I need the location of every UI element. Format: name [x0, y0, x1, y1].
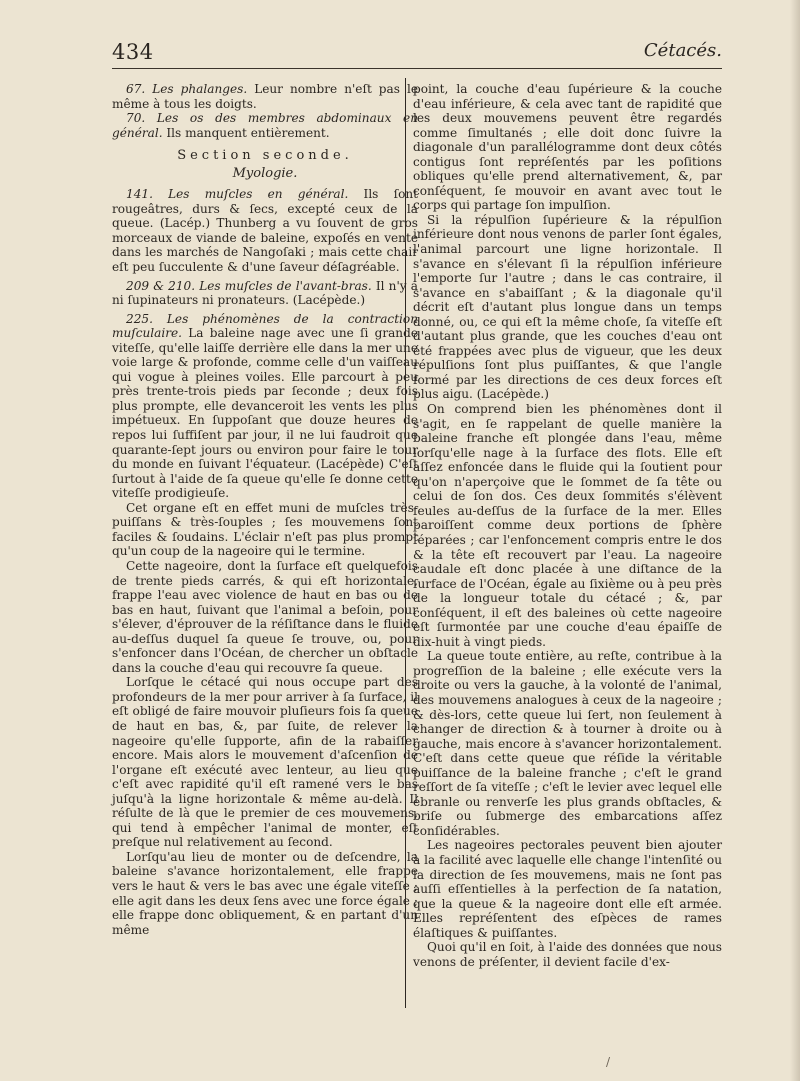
- paragraph: Lorſqu'au lieu de monter ou de deſcendre, la baleine s'avance horizontalement, elle frappe vers le haut & vers le bas avec une égale viteſſe ; elle agit dans les deux ſens avec une force égale ; elle frappe donc obliquement, & en partant d'un même: [112, 849, 418, 937]
- paragraph: point, la couche d'eau ſupérieure & la couche d'eau inférieure, & cela avec tant de rapidité que les deux mouvemens peuvent être regardés comme ſimultanés ; elle doit donc ſuivre la diagonale d'un parallélogramme dont deux côtés contigus ſont repréſentés par les poſitions obliques qu'elle prend alternativement, &, par conſéquent, ſe mouvoir en avant avec tout le corps qui partage ſon impulſion.: [413, 82, 722, 213]
- page-edge-shadow: [790, 0, 800, 1081]
- page-number: 434: [112, 40, 154, 64]
- entry-67: 67. Les phalanges. Leur nombre n'eſt pas le même à tous les doigts.: [112, 82, 418, 111]
- running-title: Cétacés.: [643, 40, 722, 61]
- paragraph: Si la répulſion ſupérieure & la répulſion inférieure dont nous venons de parler ſont égales, l'animal parcourt une ligne horizontale. Il s'avance en s'élevant ſi la répulſion inférieure l'emporte ſur l'autre ; dans le cas contraire, il s'avance en s'abaiſſant ; & la diagonale qu'il décrit eſt d'autant plus longue dans un temps donné, ou, ce qui eſt la même choſe, ſa viteſſe eſt d'autant plus grande, que les couches d'eau ont été frappées avec plus de vigueur, que les deux répulſions ſont plus puiſſantes, & que l'angle formé par les directions de ces deux forces eſt plus aigu. (Lacépède.): [413, 212, 722, 402]
- section-heading: Section seconde.: [177, 148, 353, 164]
- left-column: [112, 82, 418, 937]
- column-divider: [405, 78, 406, 1008]
- paragraph: La queue toute entière, au reſte, contribue à la progreſſion de la baleine ; elle exécute vers la droite ou vers la gauche, à la volonté de l'animal, des mouvemens analogues à ceux de la nageoire ; & dès-lors, cette queue lui ſert, non ſeulement à changer de direction & à tourner à droite ou à gauche, mais encore à s'avancer horizontalement. C'eſt dans cette queue que réſide la véritable puiſſance de la baleine franche ; c'eſt le grand reſſort de ſa viteſſe ; c'eſt le levier avec lequel elle ébranle ou renverſe les plus grands obſtacles, & briſe ou ſubmerge des embarcations aſſez conſidérables.: [413, 649, 722, 838]
- paragraph: Cette nageoire, dont la ſurface eſt quelquefois de trente pieds carrés, & qui eſt horizontale, frappe l'eau avec violence de haut en bas ou de bas en haut, ſuivant que l'animal a beſoin, pour s'élever, d'éprouver de la réſiſtance dans le fluide au-deſſus duquel ſa queue ſe trouve, ou, pour s'enfoncer dans l'Océan, de chercher un obſtacle dans la couche d'eau qui recouvre ſa queue.: [112, 558, 418, 675]
- entry-225: 225. Les phénomènes de la contraction muſculaire. La baleine nage avec une ſi grande viteſſe, qu'elle laiſſe derrière elle dans la mer une voie large & profonde, comme celle d'un vaiſſeau qui vogue à pleines voiles. Elle parcourt à peu près trente-trois pieds par ſeconde ; deux fois plus prompte, elle devanceroit les vents les plus impétueux. En ſuppoſant que douze heures de repos lui ſuffiſent par jour, il ne lui faudroit que quarante-ſept jours ou environ pour faire le tour du monde en ſuivant l'équateur. (Lacépède) C'eſt ſurtout à l'aide de ſa queue qu'elle ſe donne cette viteſſe prodigieuſe.: [112, 311, 418, 501]
- entry-141: 141. Les muſcles en général. Ils ſont rougeâtres, durs & ſecs, excepté ceux de la queue. (Lacép.) Thunberg a vu ſouvent de gros morceaux de viande de baleine, expoſés en vente dans les marchés de Nangoſaki ; mais cette chair eſt peu ſucculente & d'une ſaveur déſagréable.: [112, 187, 418, 275]
- paragraph: Les nageoires pectorales peuvent bien ajouter à la facilité avec laquelle elle change l'intenſité ou la direction de ſes mouvemens, mais ne ſont pas auſſi eſſentielles à la perfection de ſa natation, que la queue & la nageoire dont elle eſt armée. Elles repréſentent des eſpèces de rames élaſtiques & puiſſantes.: [413, 838, 722, 940]
- header-rule: [112, 68, 722, 69]
- paragraph: Lorſque le cétacé qui nous occupe part des profondeurs de la mer pour arriver à ſa ſurface, il eſt obligé de faire mouvoir pluſieurs fois ſa queue de haut en bas, &, par ſuite, de relever la nageoire qu'elle ſupporte, afin de la rabaiſſer encore. Mais alors le mouvement d'aſcenſion de l'organe eſt exécuté avec lenteur, au lieu que c'eſt avec rapidité qu'il eſt ramené vers le bas juſqu'à la ligne horizontale & même au-delà. Il réſulte de là que le premier de ces mouvemens, qui tend à empêcher l'animal de monter, eſt preſque nul relativement au ſecond.: [112, 675, 418, 850]
- paragraph: On comprend bien les phénomènes dont il s'agit, en ſe rappelant de quelle manière la baleine franche eſt plongée dans l'eau, même lorſqu'elle nage à la ſurface des flots. Elle eſt aſſez enfoncée dans le fluide qui la ſoutient pour qu'on n'aperçoive que le ſommet de ſa tête ou celui de ſon dos. Ces deux ſommités s'élèvent ſeules au-deſſus de la ſurface de la mer. Elles paroiſſent comme deux portions de ſphère ſéparées ; car l'enfoncement compris entre le dos & la tête eſt recouvert par l'eau. La nageoire caudale eſt donc placée à une diſtance de la ſurface de l'Océan, égale au ſixième ou à peu près de la longueur totale du cétacé ; &, par conſéquent, il eſt des baleines où cette nageoire eſt ſurmontée par une couche d'eau épaiſſe de dix-huit à vingt pieds.: [413, 402, 722, 649]
- section-subheading: Myologie.: [232, 165, 298, 181]
- page-header: [112, 38, 722, 68]
- paragraph: Quoi qu'il en ſoit, à l'aide des données que nous venons de préſenter, il devient facile d'ex-: [413, 940, 722, 969]
- entry-209: 209 & 210. Les muſcles de l'avant-bras. Il n'y a ni ſupinateurs ni pronateurs. (Lacépède.): [112, 278, 418, 308]
- footer-mark: /: [606, 1055, 611, 1069]
- right-column: [413, 82, 722, 969]
- entry-70: 70. Les os des membres abdominaux en général. Ils manquent entièrement.: [112, 111, 418, 140]
- paragraph: Cet organe eſt en effet muni de muſcles très-puiſſans & très-ſouples ; ſes mouvemens ſont faciles & ſoudains. L'éclair n'eſt pas plus prompt qu'un coup de la nageoire qui le termine.: [112, 500, 418, 559]
